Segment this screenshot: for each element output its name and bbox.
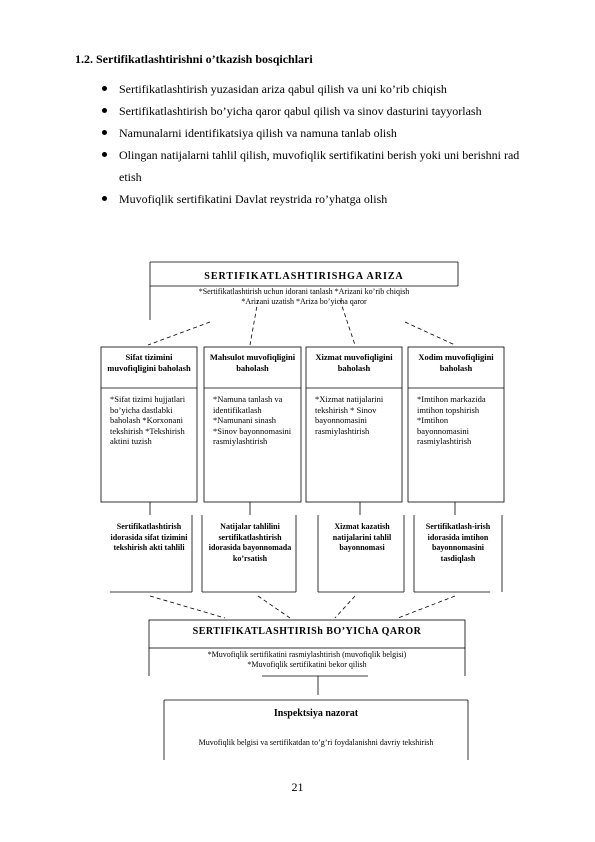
inspection-box-text: Muvofiqlik belgisi va sertifikatdan to’g’ri foydalanishni davriy tekshirish bbox=[198, 738, 434, 747]
list-item-text: Olingan natijalarni tahlil qilish, muvofiqlik sertifikatini berish yoki uni berishni rad etish bbox=[119, 148, 520, 184]
decision-box-line1: *Muvofiqlik sertifikatini rasmiylashtirish (muvofiqlik belgisi) bbox=[207, 650, 407, 659]
application-box-line2: *Arizani uzatish *Ariza bo’yicha qaror bbox=[241, 297, 367, 306]
column-items-service: *Xizmat natijalarini tekshirish * Sinov bayonnomasini rasmiylashtirish bbox=[315, 394, 384, 436]
decision-box-title: SERTIFIKATLASHTIRISh BO’YIChA QAROR bbox=[192, 626, 422, 637]
column-title-staff: Xodim muvofiqligini baholash bbox=[418, 352, 494, 373]
result-product: Natijalar tahlilini sertifikatlashtirish idorasida bayonnomada ko’rsatish bbox=[208, 522, 292, 563]
list-item-text: Sertifikatlashtirish yuzasidan ariza qabul qilish va uni ko’rib chiqish bbox=[119, 82, 447, 96]
column-title-product: Mahsulot muvofiqligini baholash bbox=[209, 352, 296, 373]
list-item-text: Muvofiqlik sertifikatini Davlat reystrida ro’yhatga olish bbox=[119, 192, 388, 206]
result-service: Xizmat kazatish natijalarini tahlil bayonnomasi bbox=[332, 522, 392, 552]
list-item-text: Sertifikatlashtirish bo’yicha qaror qabul qilish va sinov dasturini tayyorlash bbox=[119, 104, 482, 118]
application-box-title: SERTIFIKATLASHTIRISHGA ARIZA bbox=[204, 271, 404, 282]
column-items-product: *Namuna tanlash va identifikatlash *Namunani sinash *Sinov bayonnomasini rasmiylashtirish bbox=[213, 394, 292, 446]
decision-box-line2: *Muvofiqlik sertifikatini bekor qilish bbox=[247, 660, 367, 669]
column-items-staff: *Imtihon markazida imtihon topshirish *Imtihon bayonnomasini rasmiylashtirish bbox=[417, 394, 486, 446]
column-title-quality-system: Sifat tizimini muvofiqligini baholash bbox=[107, 352, 191, 373]
result-staff: Sertifikatlash-irish idorasida imtihon bayonnomasini tasdiqlash bbox=[425, 522, 491, 563]
section-heading: 1.2. Sertifikatlashtirishni o’tkazish bosqichlari bbox=[75, 52, 313, 66]
page-number: 21 bbox=[291, 780, 304, 794]
list-item-text: Namunalarni identifikatsiya qilish va namuna tanlab olish bbox=[119, 126, 397, 140]
column-items-quality-system: *Sifat tizimi hujjatlari bo’yicha dastlabki baholash *Korxonani tekshirish *Tekshirish aktini tuzish bbox=[110, 394, 186, 446]
result-quality-system: Sertifikatlashtirish idorasida sifat tizimini tekshirish akti tahlili bbox=[110, 522, 188, 552]
inspection-box-title: Inspektsiya nazorat bbox=[273, 708, 359, 719]
application-box-line1: *Sertifikatlashtirish uchun idorani tanlash *Arizani ko’rib chiqish bbox=[198, 287, 410, 296]
column-title-service: Xizmat muvofiqligini baholash bbox=[315, 352, 393, 373]
